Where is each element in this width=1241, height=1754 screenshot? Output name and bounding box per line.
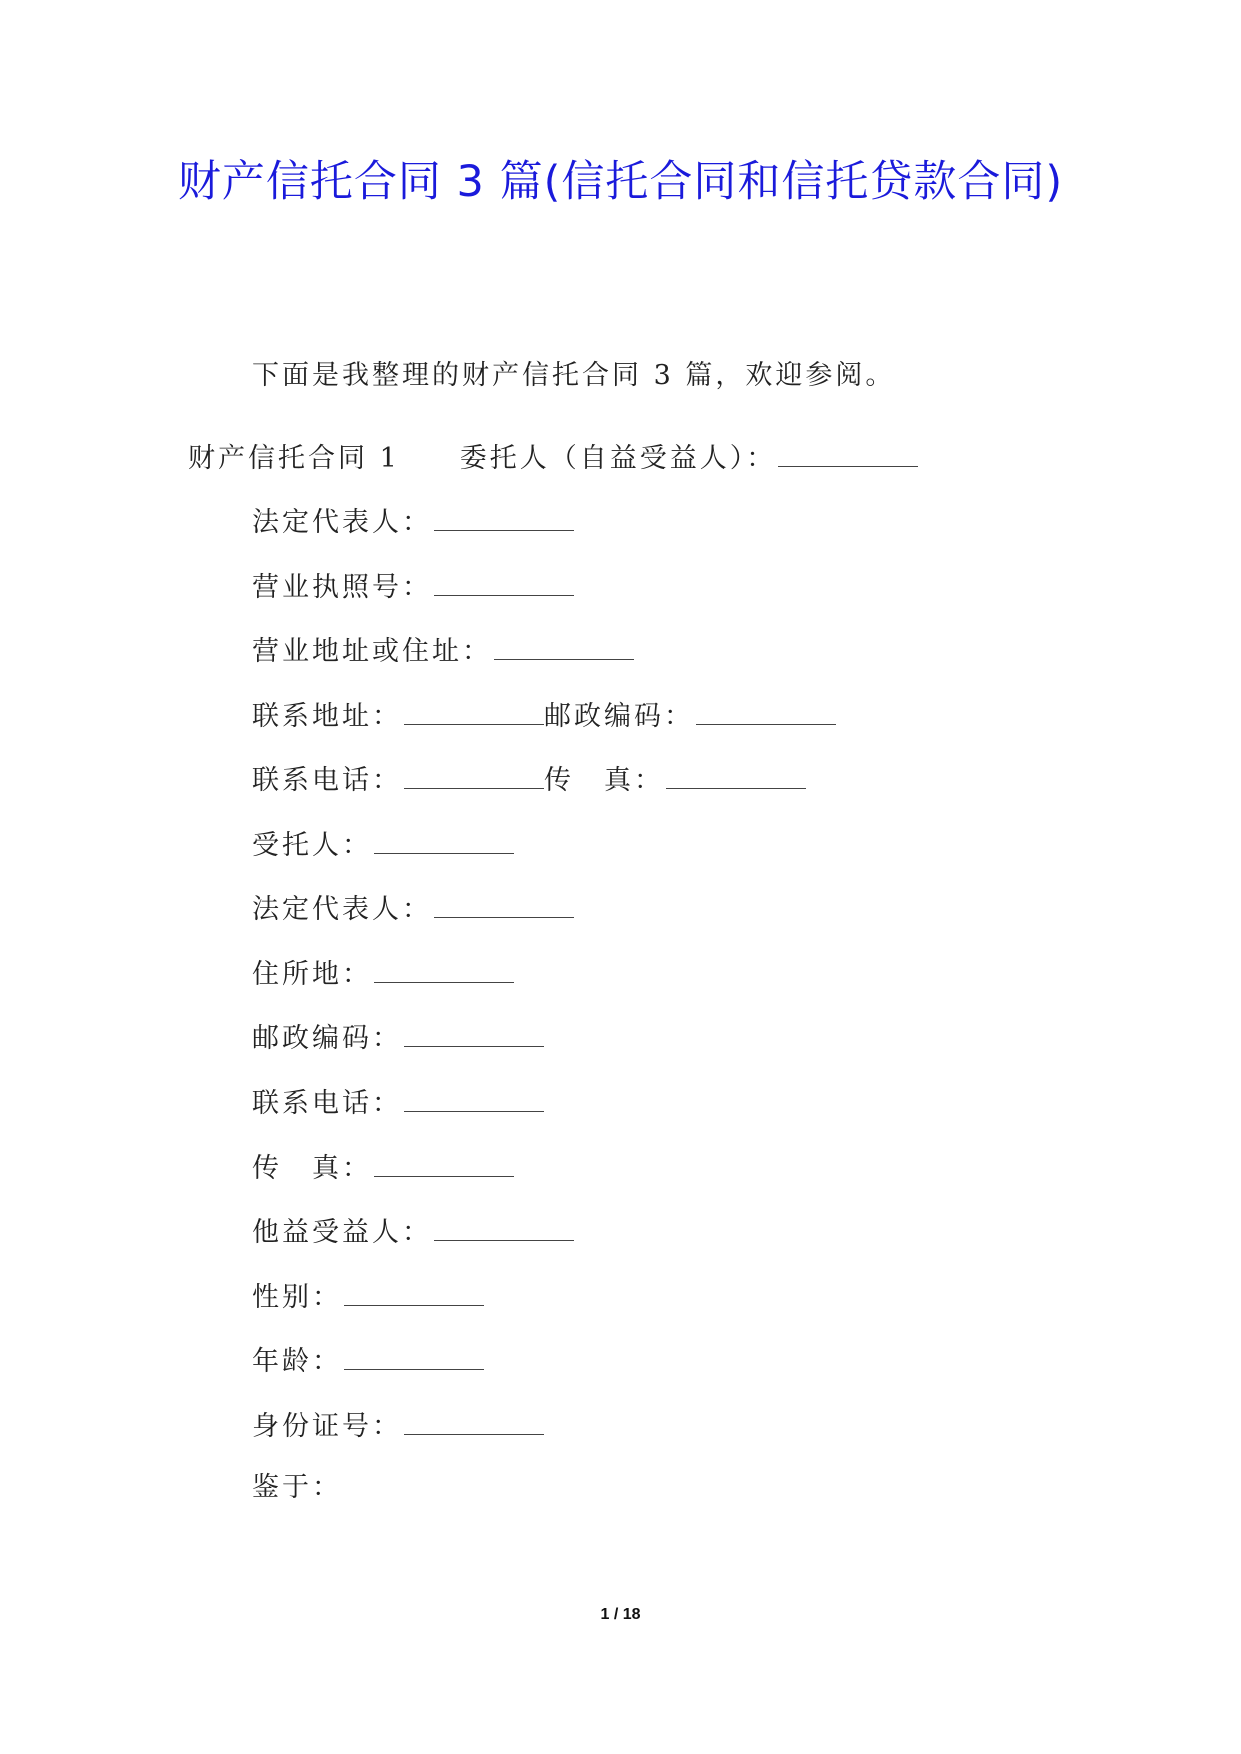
field-label-fax: 传 真： bbox=[252, 1153, 372, 1184]
blank-line bbox=[434, 500, 574, 531]
blank-line bbox=[404, 1404, 544, 1435]
blank-line-trustor bbox=[778, 436, 918, 467]
field-row-postal-code bbox=[252, 1016, 544, 1059]
document-title: 财产信托合同 3 篇(信托合同和信托贷款合同) bbox=[177, 157, 1064, 207]
blank-line bbox=[666, 758, 806, 789]
blank-line bbox=[434, 887, 574, 918]
field-label-fax: 传 真： bbox=[544, 765, 664, 796]
field-row-legal-rep-1 bbox=[252, 500, 574, 543]
field-row-legal-rep-2 bbox=[252, 887, 574, 930]
field-label-business-address: 营业地址或住址： bbox=[252, 636, 492, 667]
field-row-trustee bbox=[252, 823, 514, 866]
field-label-residence: 住所地： bbox=[252, 959, 372, 990]
field-label-postal-code: 邮政编码： bbox=[252, 1023, 402, 1054]
blank-line bbox=[434, 565, 574, 596]
section-heading: 财产信托合同 1 bbox=[188, 443, 400, 474]
field-label-legal-rep: 法定代表人： bbox=[252, 507, 432, 538]
blank-line bbox=[344, 1339, 484, 1370]
field-label-trustee: 受托人： bbox=[252, 830, 372, 861]
blank-line bbox=[404, 758, 544, 789]
field-label-license-no: 营业执照号： bbox=[252, 572, 432, 603]
blank-line bbox=[374, 1146, 514, 1177]
blank-line bbox=[404, 1081, 544, 1112]
blank-line bbox=[374, 823, 514, 854]
whereas-label: 鉴于： bbox=[252, 1472, 342, 1503]
field-label-trustor: 委托人（自益受益人）： bbox=[459, 443, 777, 474]
field-row-gender bbox=[252, 1275, 484, 1318]
field-row-residence bbox=[252, 952, 514, 995]
field-label-age: 年龄： bbox=[252, 1346, 342, 1377]
field-row-business-address bbox=[252, 629, 634, 672]
blank-line bbox=[344, 1275, 484, 1306]
blank-line bbox=[434, 1210, 574, 1241]
field-row-license-no bbox=[252, 565, 574, 608]
field-label-other-beneficiary: 他益受益人： bbox=[252, 1217, 432, 1248]
intro-paragraph: 下面是我整理的财产信托合同 3 篇，欢迎参阅。 bbox=[252, 360, 896, 391]
field-label-phone: 联系电话： bbox=[252, 1088, 402, 1119]
blank-line bbox=[404, 1016, 544, 1047]
field-label-legal-rep: 法定代表人： bbox=[252, 894, 432, 925]
blank-line bbox=[494, 629, 634, 660]
field-row-phone bbox=[252, 1081, 544, 1124]
field-row-phone-fax bbox=[252, 758, 806, 801]
field-row-id-number bbox=[252, 1404, 544, 1447]
blank-line bbox=[374, 952, 514, 983]
field-row-age bbox=[252, 1339, 484, 1382]
field-row-contact-address bbox=[252, 694, 836, 737]
page-number: 1 / 18 bbox=[600, 1606, 641, 1623]
field-label-gender: 性别： bbox=[252, 1282, 342, 1313]
blank-line bbox=[404, 694, 544, 725]
field-row-whereas bbox=[252, 1468, 342, 1508]
field-row-trustor bbox=[188, 436, 918, 479]
field-row-other-beneficiary bbox=[252, 1210, 574, 1253]
field-label-id-number: 身份证号： bbox=[252, 1411, 402, 1442]
field-row-fax bbox=[252, 1146, 514, 1189]
field-label-phone: 联系电话： bbox=[252, 765, 402, 796]
blank-line bbox=[696, 694, 836, 725]
field-label-postal-code: 邮政编码： bbox=[544, 701, 694, 732]
field-label-contact-address: 联系地址： bbox=[252, 701, 402, 732]
